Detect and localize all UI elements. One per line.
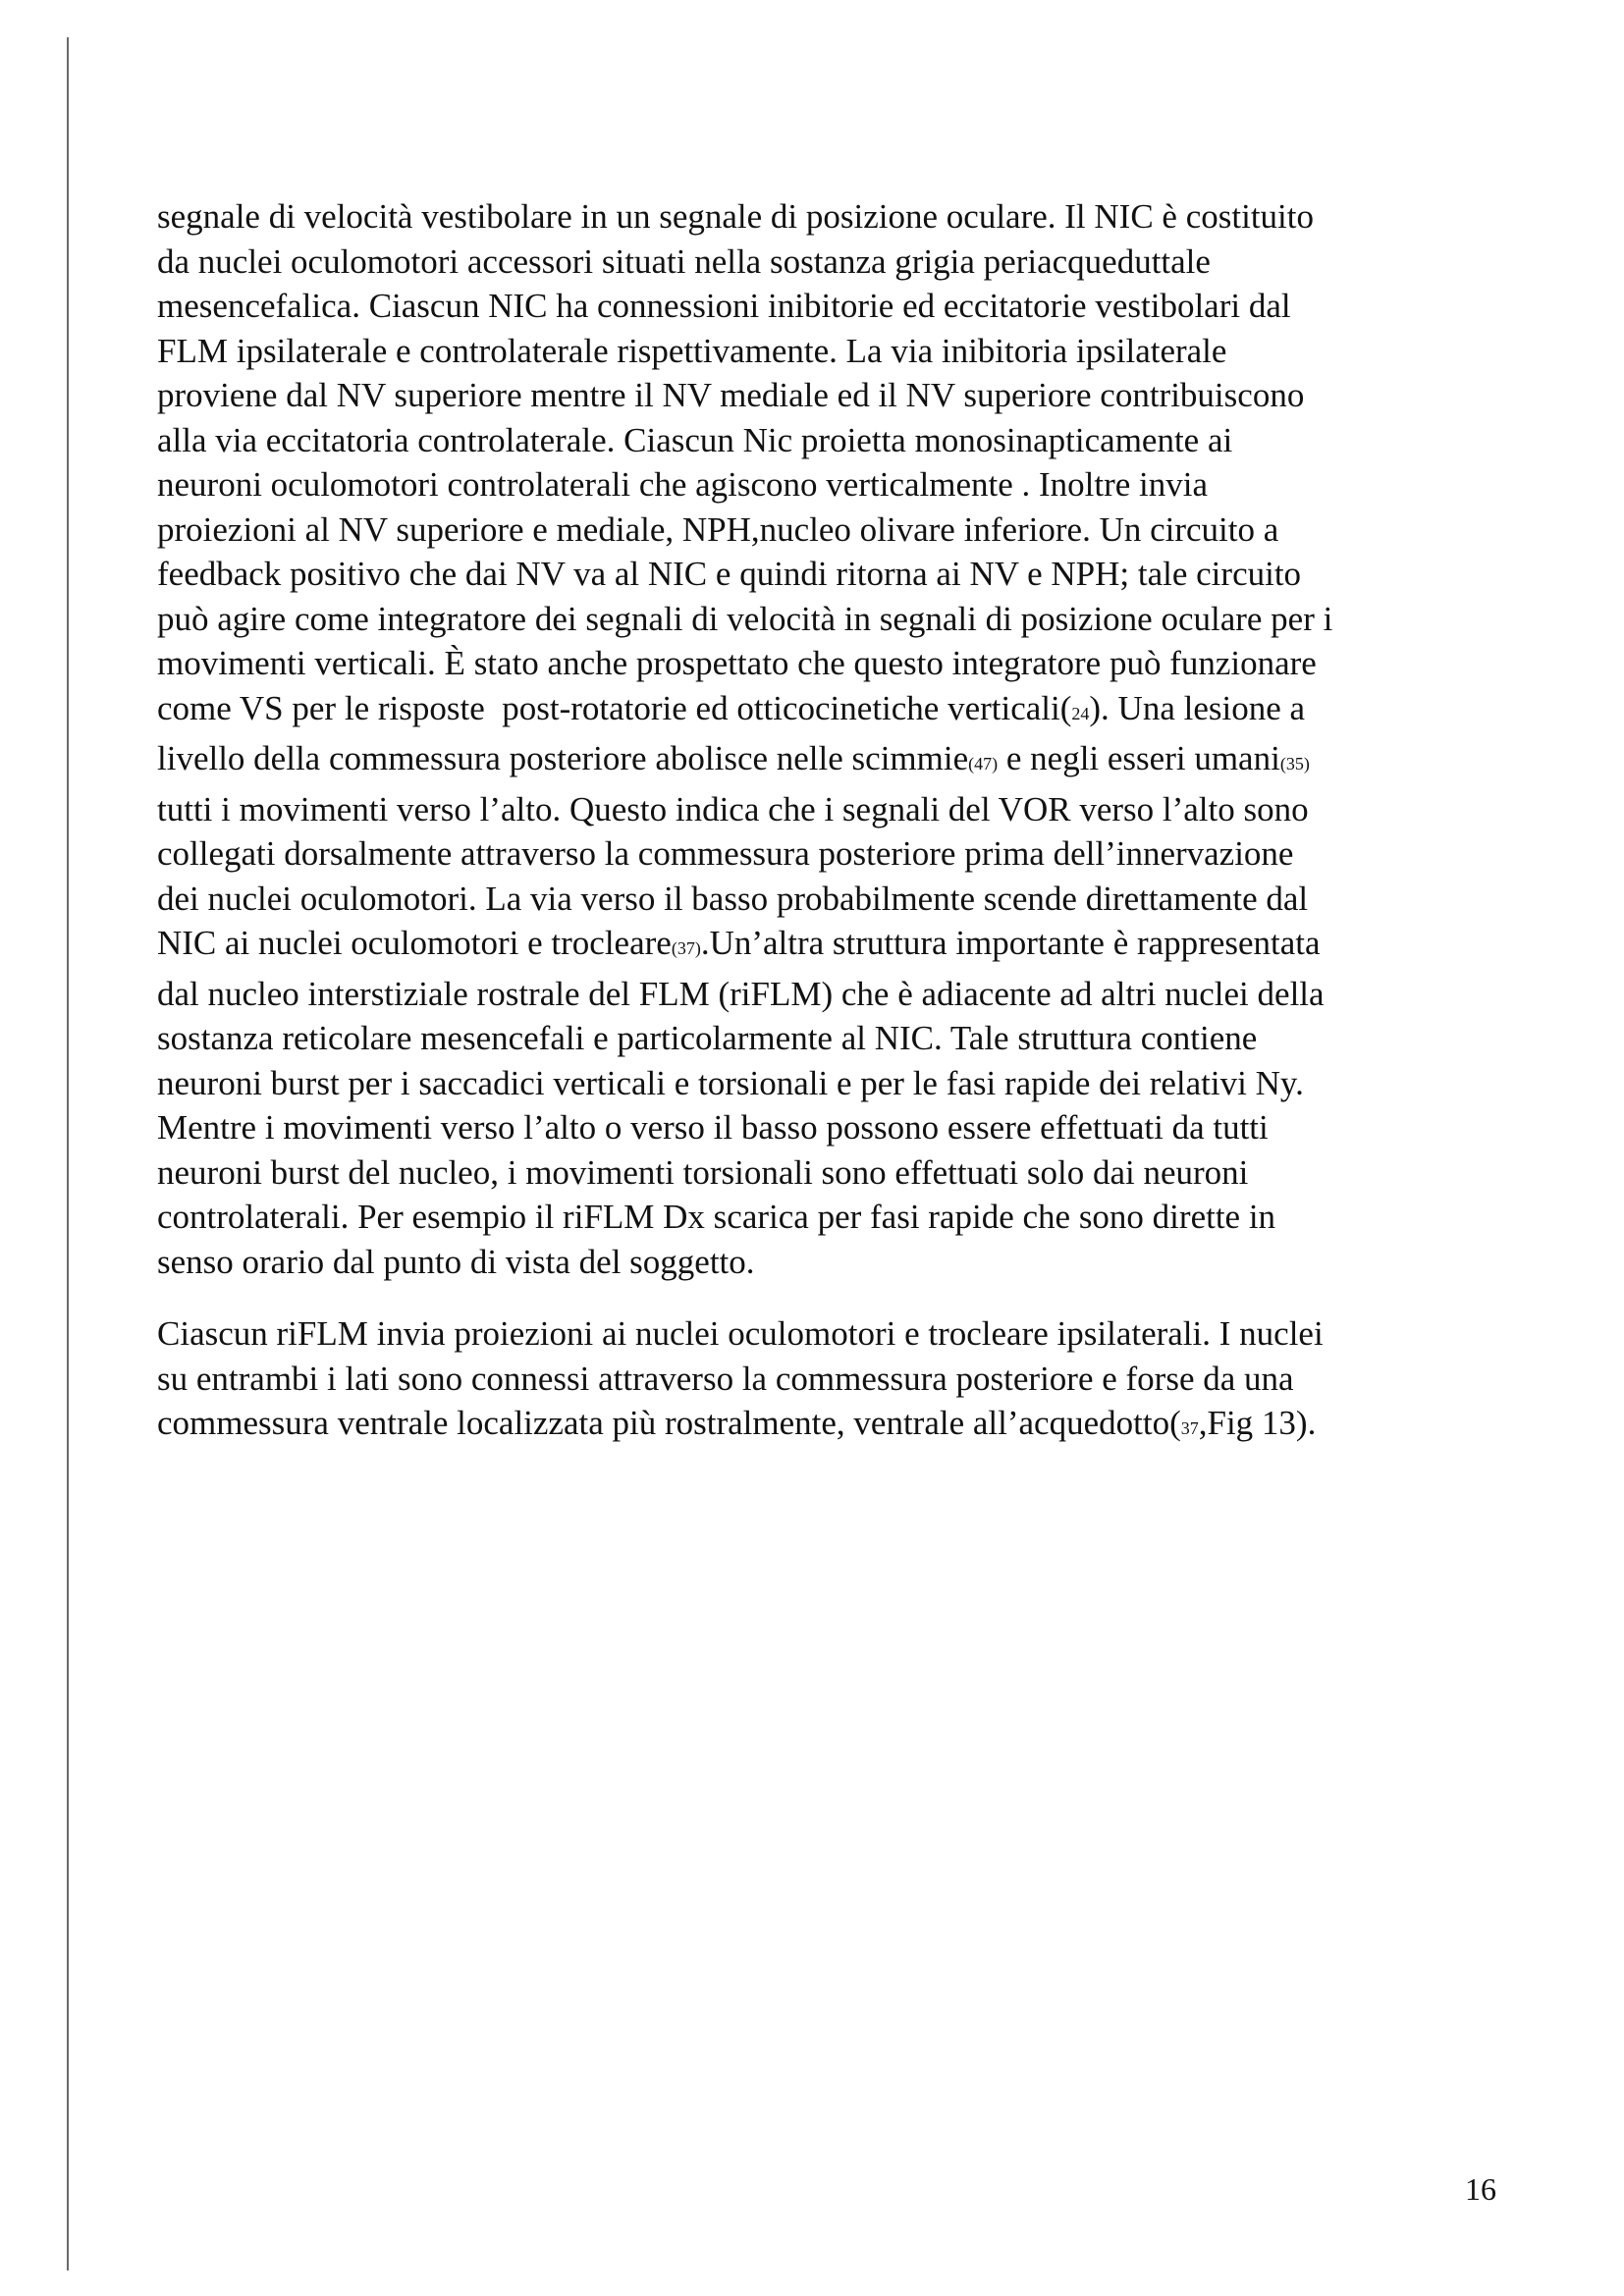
text-line [157,641,1512,686]
text-run: neuroni burst del nucleo, i movimenti torsionali sono effettuati solo dai neuroni [157,1152,1249,1192]
text-line [157,284,1512,329]
text-line [157,194,1512,240]
text-line [157,418,1512,463]
page-margin-rule [67,37,69,2270]
text-run: Mentre i movimenti verso l’alto o verso il basso possono essere effettuati da tutti [157,1108,1269,1147]
text-line [157,1195,1512,1240]
text-run: come VS per le risposte post-rotatorie ed otticocinetiche verticali( [157,688,1072,727]
text-run: collegati dorsalmente attraverso la commessura posteriore prima dell’innervazione [157,834,1294,873]
citation-ref: (47) [968,754,999,774]
text-line [157,787,1512,832]
text-run: può agire come integratore dei segnali di velocità in segnali di posizione oculare per i [157,599,1333,638]
text-run: ). Una lesione a [1089,688,1306,727]
text-line [157,1401,1512,1452]
text-run: senso orario dal punto di vista del soggetto. [157,1242,755,1281]
text-line [157,240,1512,285]
text-line [157,921,1512,972]
citation-ref: (35) [1279,754,1310,774]
text-line [157,552,1512,597]
text-line [157,1150,1512,1196]
text-run: commessura ventrale localizzata più rostralmente, ventrale all’acquedotto( [157,1404,1181,1442]
text-run: neuroni burst per i saccadici verticali e torsionali e per le fasi rapide dei relativi Ny. [157,1063,1304,1102]
citation-ref: 37 [1180,1418,1199,1438]
text-run: livello della commessura posteriore abolisce nelle scimmie [157,739,969,777]
text-run: movimenti verticali. È stato anche prospettato che questo integratore può funzionare [157,644,1317,682]
text-run: su entrambi i lati sono connessi attraverso la commessura posteriore e forse da una [157,1359,1294,1398]
text-line [157,1240,1512,1285]
text-run: ,Fig 13). [1198,1404,1317,1442]
text-run: proiezioni al NV superiore e mediale, NPH,nucleo olivare inferiore. Un circuito a [157,509,1279,549]
paragraph [157,194,1512,1284]
text-run: Ciascun riFLM invia proiezioni ai nuclei oculomotori e trocleare ipsilaterali. I nuclei [157,1314,1324,1353]
text-run: sostanza reticolare mesencefali e particolarmente al NIC. Tale struttura contiene [157,1019,1258,1057]
paragraph [157,1311,1512,1452]
document-body [157,194,1512,1452]
text-run: proviene dal NV superiore mentre il NV mediale ed il NV superiore contribuiscono [157,376,1305,414]
text-run: e negli esseri umani [998,739,1280,777]
text-line [157,373,1512,418]
text-run: feedback positivo che dai NV va al NIC e quindi ritorna ai NV e NPH; tale circuito [157,555,1302,593]
text-line [157,1357,1512,1402]
text-run: tutti i movimenti verso l’alto. Questo indica che i segnali del VOR verso l’alto sono [157,789,1309,828]
text-line [157,736,1512,787]
text-line [157,1311,1512,1357]
text-line [157,462,1512,507]
text-line [157,329,1512,374]
text-line [157,507,1512,553]
text-line [157,877,1512,922]
text-run: dei nuclei oculomotori. La via verso il basso probabilmente scende direttamente dal [157,879,1309,918]
text-run: da nuclei oculomotori accessori situati nella sostanza grigia periacqueduttale [157,241,1211,281]
text-line [157,1105,1512,1150]
text-line [157,597,1512,642]
text-line [157,972,1512,1017]
text-run: .Un’altra struttura importante è rappresentata [700,924,1321,962]
text-run: segnale di velocità vestibolare in un segnale di posizione oculare. Il NIC è costituito [157,197,1314,236]
paragraph-gap [157,1284,1512,1311]
text-run: mesencefalica. Ciascun NIC ha connessioni inibitorie ed eccitatorie vestibolari dal [157,287,1291,325]
text-run: FLM ipsilaterale e controlaterale rispettivamente. La via inibitoria ipsilaterale [157,331,1227,370]
page-number: 16 [1465,2171,1496,2207]
text-run: alla via eccitatoria controlaterale. Ciascun Nic proietta monosinapticamente ai [157,420,1233,459]
text-line [157,686,1512,737]
text-run: dal nucleo interstiziale rostrale del FLM (riFLM) che è adiacente ad altri nuclei della [157,974,1325,1013]
citation-ref: 24 [1071,703,1090,723]
text-run: controlaterali. Per esempio il riFLM Dx scarica per fasi rapide che sono dirette in [157,1198,1276,1236]
text-run: NIC ai nuclei oculomotori e trocleare [157,924,672,962]
text-run: neuroni oculomotori controlaterali che agiscono verticalmente . Inoltre invia [157,465,1209,504]
text-line [157,831,1512,877]
citation-ref: (37) [671,938,701,958]
text-line [157,1016,1512,1061]
text-line [157,1061,1512,1106]
